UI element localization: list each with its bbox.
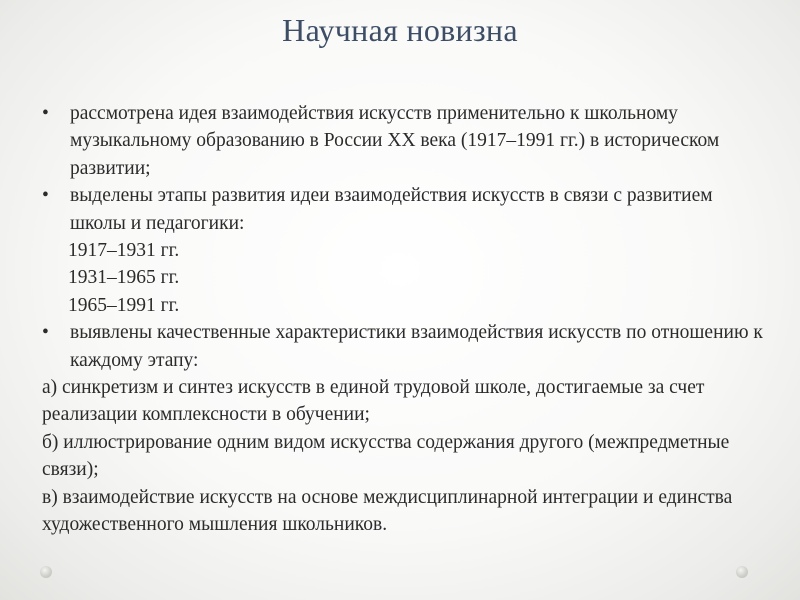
characteristic-item-c: в) взаимодействие искусств на основе междисциплинарной интеграции и единства художественного мышления школьников. <box>42 486 733 536</box>
decorative-dot-icon <box>40 566 52 578</box>
bullet-item-novelty-idea <box>42 100 772 182</box>
bullet-text: выделены этапы развития идеи взаимодействия искусств в связи с развитием школы и педагогики: <box>70 185 713 234</box>
slide-title: Научная новизна <box>282 12 518 48</box>
characteristic-item-a: а) синкретизм и синтез искусств в единой трудовой школе, достигаемые за счет реализации комплексности в обучении; <box>42 377 705 426</box>
bullet-text: выявлены качественные характеристики взаимодействия искусств по отношению к каждому этапу: <box>70 322 763 371</box>
slide-content <box>42 100 772 539</box>
bullet-icon: • <box>42 185 49 207</box>
bullet-text: рассмотрена идея взаимодействия искусств применительно к школьному музыкальному образованию в России XX века (1917–1991 гг.) в историческом развитии; <box>70 103 720 179</box>
period-item: 1965–1991 гг. <box>68 294 180 316</box>
decorative-dot-icon <box>736 566 748 578</box>
period-item: 1931–1965 гг. <box>68 267 180 289</box>
bullet-icon: • <box>42 322 49 344</box>
bullet-item-characteristics <box>42 319 772 374</box>
period-item: 1917–1931 гг. <box>68 240 180 262</box>
characteristic-item-b: б) иллюстрирование одним видом искусства содержания другого (межпредметные связи); <box>42 431 730 481</box>
bullet-item-stages <box>42 182 772 237</box>
bullet-icon: • <box>42 103 49 124</box>
